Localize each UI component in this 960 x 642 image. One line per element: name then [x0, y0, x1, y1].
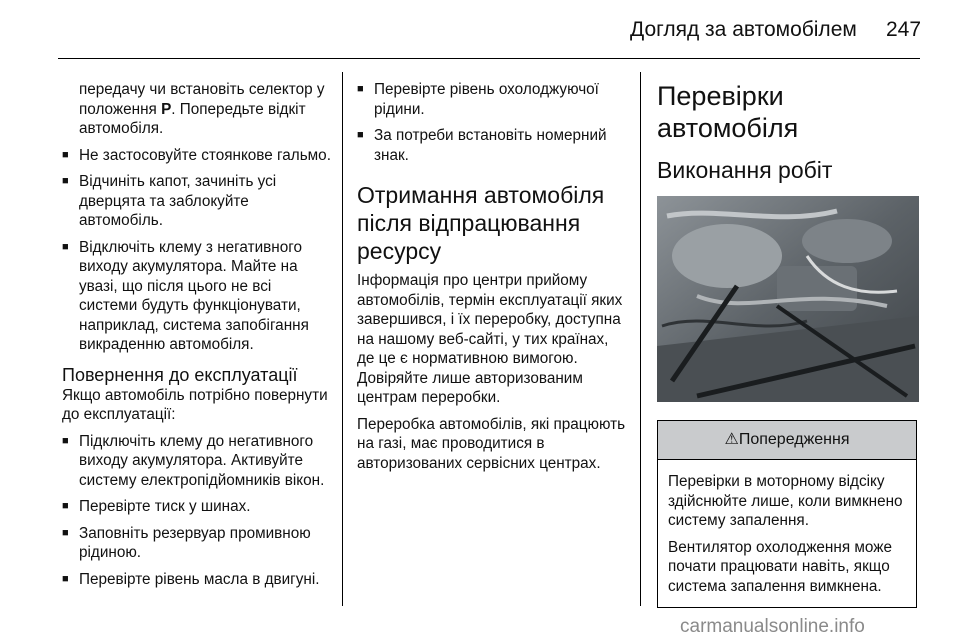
engine-bay-illustration: [657, 196, 919, 402]
gear-position: P: [161, 100, 172, 118]
header-title: Догляд за автомобілем: [630, 18, 857, 41]
intro-text: передачу чи встановіть селектор у положення: [79, 81, 325, 118]
list-item: ■ Перевірте тиск у шинах.: [62, 497, 332, 517]
return-bullets: [62, 432, 332, 590]
warning-body: [658, 460, 916, 607]
header-rule: [58, 58, 920, 59]
warning-heading: Попередження: [738, 431, 850, 448]
warning-triangle-icon: ⚠: [724, 431, 739, 448]
intro-tail: . Попередьте відкіт автомобіля.: [79, 100, 306, 137]
column-divider-1: [342, 72, 343, 606]
list-item: ■ Перевірте рівень масла в двигуні.: [62, 570, 332, 590]
end-of-life-heading: Отримання автомобіля після відпрацювання ресурсу: [357, 182, 605, 264]
list-item: ■ Заповніть резервуар промивною рідиною.: [62, 524, 332, 563]
end-of-life-paragraph: Інформація про центри прийому автомобілів, термін експлуатації яких завершився, і їх переробку, доступна на нашому веб-сайті, у тих країнах, де це є нормативною вимогою. Довіряйте лише авторизованим центрам переробки.: [357, 272, 623, 406]
engine-bay-photo: [657, 196, 919, 402]
list-item: ■ Підключіть клему до негативного виходу акумулятора. Активуйте систему електропідйомників вікон.: [62, 432, 332, 491]
return-heading: Повернення до експлуатації: [62, 364, 298, 385]
warning-box: [657, 420, 917, 608]
list-item: ■ Відключіть клему з негативного виходу акумулятора. Майте на увазі, що після цього не всі системи будуть функціонувати, наприклад, система запобігання викраденню автомобіля.: [62, 238, 332, 355]
column-divider-2: [640, 72, 641, 606]
column-3: [657, 80, 922, 608]
watermark: carmanualsonline.info: [680, 616, 865, 637]
section-title: Перевірки автомобіля: [657, 81, 799, 143]
page-number: 247: [886, 18, 922, 41]
list-item: ■ Не застосовуйте стоянкове гальмо.: [62, 146, 332, 166]
warning-text-2: Вентилятор охолодження може почати працювати навіть, якщо система запалення вимкнена.: [668, 538, 892, 595]
intro-paragraph: [62, 80, 332, 139]
list-item: ■ Відчиніть капот, зачиніть усі дверцята та заблокуйте автомобіль.: [62, 172, 332, 231]
warning-header: [658, 421, 916, 460]
column-1: [62, 80, 332, 596]
check-bullets: [357, 80, 627, 165]
warning-text-1: Перевірки в моторному відсіку здійснюйте лише, коли вимкнено систему запалення.: [668, 473, 903, 529]
section-subtitle: Виконання робіт: [657, 157, 833, 183]
storage-bullets: [62, 146, 332, 355]
gas-vehicles-paragraph: Переробка автомобілів, які працюють на газі, має проводитися в авторизованих сервісних центрах.: [357, 415, 626, 472]
return-text: Якщо автомобіль потрібно повернути до експлуатації:: [62, 386, 328, 423]
column-2: [357, 80, 627, 480]
list-item: ■ Перевірте рівень охолоджуючої рідини.: [357, 80, 627, 119]
list-item: ■ За потреби встановіть номерний знак.: [357, 126, 627, 165]
